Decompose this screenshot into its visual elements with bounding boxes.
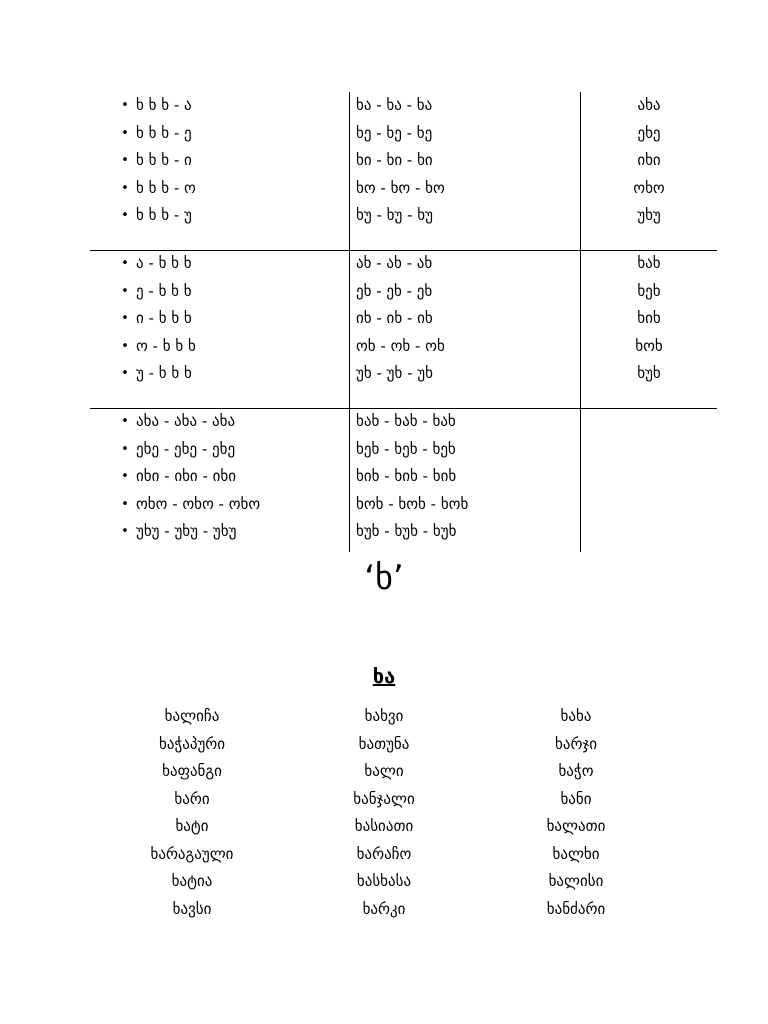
list-item: ხე - ხე - ხე [356, 123, 433, 142]
cell-text: ოხო - ოხო - ოხო [136, 494, 261, 513]
list-item [114, 202, 196, 230]
word-item: ხარი [174, 789, 210, 808]
list-item [114, 408, 260, 436]
list-item: ხუხ - ხუხ - ხუხ [356, 522, 457, 540]
cell-text: ო - ხ ხ ხ [136, 336, 196, 355]
word-item: ხახა [560, 707, 592, 725]
list-item [114, 278, 196, 306]
list-item [114, 360, 196, 388]
word-item: ხატი [175, 817, 209, 835]
cell-text: ეხე - ეხე - ეხე [136, 439, 236, 458]
list-item: ხახ - ხახ - ხახ [356, 412, 456, 430]
list-item [114, 147, 196, 175]
cell-text: იხი - იხი - იხი [136, 467, 236, 485]
table-cell-r3-c1 [114, 408, 260, 546]
list-item [114, 92, 196, 120]
list-item: ხახ [637, 254, 661, 272]
cell-text: ახა - ახა - ახა [136, 412, 236, 430]
table-cell-r2-c1 [114, 250, 196, 388]
list-item: უხუ [637, 206, 661, 224]
word-item: ხალათი [546, 817, 606, 835]
list-item [114, 491, 260, 519]
word-item: ხახვი [364, 707, 404, 725]
word-item: ხავსი [172, 899, 212, 918]
cell-text: ხ ხ ხ - უ [136, 206, 192, 224]
list-item: ხოხ [635, 336, 663, 355]
word-item: ხარაგაული [150, 844, 234, 863]
word-item: ხანძარი [546, 899, 606, 918]
cell-text: ხ ხ ხ - ი [136, 151, 192, 169]
list-item: იხ - იხ - იხ [356, 309, 433, 327]
bullet-icon: • [121, 469, 129, 484]
list-item: უხ - უხ - უხ [356, 364, 433, 382]
bullet-icon: • [121, 180, 129, 196]
word-column-1 [82, 703, 302, 923]
table-cell-r1-c2 [356, 92, 445, 230]
word-item: ხალიჩა [164, 707, 220, 725]
list-item: ხიხ - ხიხ - ხიხ [356, 467, 457, 485]
word-item: ხარაჩო [356, 844, 412, 863]
bullet-icon: • [121, 208, 129, 223]
list-item: იხი [637, 151, 661, 169]
list-item: ხეხ - ხეხ - ხეხ [356, 439, 456, 458]
word-item: ხაჭო [558, 762, 594, 780]
word-item: ხაფანგი [162, 762, 222, 780]
table-cell-r1-c1 [114, 92, 196, 230]
word-item: ხასიათი [354, 817, 414, 835]
bullet-icon: • [121, 153, 129, 168]
list-item: ხიხ [637, 309, 661, 327]
word-item: ხატია [171, 872, 213, 890]
list-item: ხი - ხი - ხი [356, 151, 433, 169]
cell-text: უხუ - უხუ - უხუ [136, 522, 237, 540]
bullet-icon: • [121, 311, 129, 326]
list-item [114, 333, 196, 361]
bullet-icon: • [121, 496, 129, 512]
list-item: ეხე [637, 123, 661, 142]
list-item [114, 120, 196, 148]
bullet-icon: • [121, 338, 129, 354]
word-item: ხალხი [552, 844, 600, 863]
bullet-icon: • [121, 283, 129, 299]
word-item: ხარკი [362, 899, 406, 918]
bullet-icon: • [121, 524, 129, 539]
bullet-icon: • [121, 125, 129, 141]
list-item: ახ - ახ - ახ [356, 254, 433, 272]
list-item: ხო - ხო - ხო [356, 178, 445, 197]
list-item [114, 518, 260, 546]
cell-text: ხ ხ ხ - ა [136, 96, 192, 114]
table-cell-r2-c3 [581, 250, 717, 388]
bullet-icon: • [121, 414, 129, 429]
bullet-icon: • [121, 98, 129, 113]
list-item: ოხ - ოხ - ოხ [356, 336, 445, 355]
word-item: ხასხასა [356, 872, 412, 890]
word-column-2 [274, 703, 494, 923]
table-cell-r2-c2 [356, 250, 445, 388]
bullet-icon: • [121, 366, 129, 381]
list-item [114, 436, 260, 464]
word-item: ხანჯალი [353, 789, 415, 808]
list-item: ეხ - ეხ - ეხ [356, 281, 433, 300]
letter-title: ‘ხ’ [364, 558, 404, 598]
list-item: ოხო [633, 178, 665, 197]
list-item: ხუ - ხუ - ხუ [356, 206, 433, 224]
cell-text: ხ ხ ხ - ო [136, 178, 196, 197]
list-item: ახა [637, 96, 661, 114]
cell-text: ა - ხ ხ ხ [136, 254, 192, 272]
table-divider-1 [349, 92, 350, 552]
bullet-icon: • [121, 256, 129, 271]
cell-text: ხ ხ ხ - ე [136, 123, 192, 142]
section-title: ხა [372, 664, 396, 688]
list-item: ხუხ [637, 364, 661, 382]
word-item: ხალი [364, 762, 404, 780]
list-item [114, 175, 196, 203]
bullet-icon: • [121, 441, 129, 457]
word-item: ხაჭაპური [158, 734, 226, 753]
cell-text: ე - ხ ხ ხ [136, 281, 192, 300]
word-item: ხალისი [548, 872, 604, 890]
syllable-table [90, 92, 717, 552]
cell-text: ი - ხ ხ ხ [136, 309, 192, 327]
word-column-3 [466, 703, 686, 923]
list-item: ხეხ [637, 281, 661, 300]
word-item: ხათუნა [358, 734, 410, 753]
list-item [114, 305, 196, 333]
list-item: ხოხ - ხოხ - ხოხ [356, 494, 469, 513]
list-item [114, 463, 260, 491]
table-cell-r3-c2 [356, 408, 468, 546]
list-item [114, 250, 196, 278]
word-item: ხარჯი [555, 734, 597, 753]
cell-text: უ - ხ ხ ხ [136, 364, 192, 382]
list-item: ხა - ხა - ხა [356, 96, 433, 114]
word-item: ხანი [560, 789, 592, 808]
table-cell-r1-c3 [581, 92, 717, 230]
